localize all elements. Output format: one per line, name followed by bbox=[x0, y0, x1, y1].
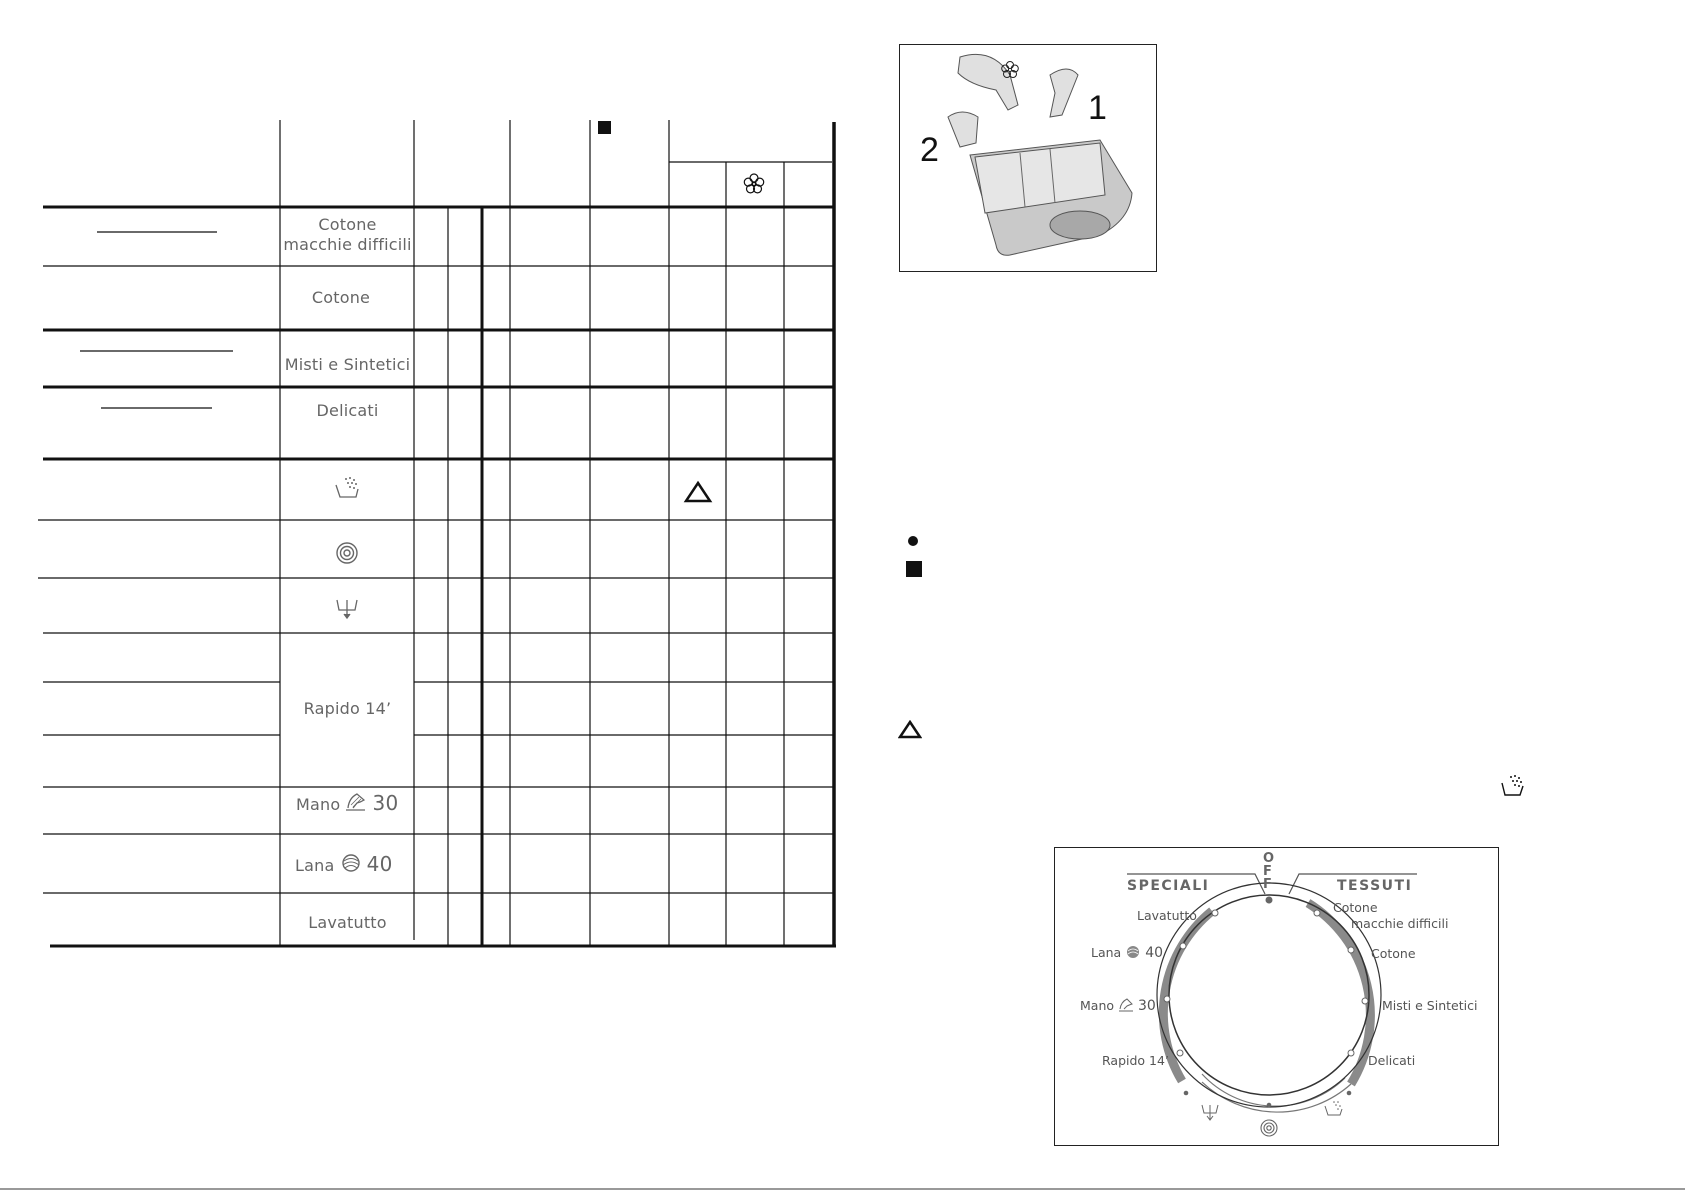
dial-delicati[interactable]: Delicati bbox=[1368, 1053, 1416, 1068]
dial-hand-wash-icon bbox=[1118, 998, 1134, 1012]
legend-rinse-icon bbox=[1500, 774, 1526, 798]
dial-cotone[interactable]: Cotone bbox=[1371, 946, 1416, 961]
program-rapido: Rapido 14’ bbox=[303, 699, 392, 718]
dial-lana-temp: 40 bbox=[1145, 945, 1164, 961]
program-delicati: Delicati bbox=[316, 401, 379, 420]
spin-icon bbox=[337, 543, 357, 563]
dial-wool-icon bbox=[1125, 945, 1141, 959]
compartment-1-label: 1 bbox=[1088, 89, 1107, 127]
dial-tessuti-heading: TESSUTI bbox=[1337, 878, 1413, 894]
lana-temp: 40 bbox=[366, 852, 393, 876]
dial-misti-sintetici[interactable]: Misti e Sintetici bbox=[1382, 998, 1478, 1013]
dial-rapido[interactable]: Rapido 14’ bbox=[1102, 1053, 1169, 1068]
dial-mano-temp: 30 bbox=[1137, 998, 1156, 1014]
triangle-icon bbox=[686, 483, 710, 501]
legend-square-icon bbox=[906, 561, 922, 577]
dial-off-label: OFF bbox=[1263, 851, 1275, 892]
rinse-icon bbox=[336, 477, 358, 497]
mano-label: Mano bbox=[296, 795, 341, 814]
dial-lavatutto[interactable]: Lavatutto bbox=[1137, 908, 1197, 923]
dial-lana[interactable] bbox=[1091, 945, 1163, 961]
compartment-2-label: 2 bbox=[920, 131, 939, 169]
drain-icon bbox=[337, 600, 357, 618]
lana-label: Lana bbox=[295, 856, 335, 875]
wool-icon bbox=[340, 853, 362, 873]
legend-triangle-icon bbox=[898, 720, 922, 740]
dial-lana-label: Lana bbox=[1091, 945, 1122, 960]
legend-dot-icon bbox=[908, 536, 918, 546]
page-bottom-edge bbox=[0, 1188, 1685, 1190]
dial-cotone-macchie-sub: macchie difficili bbox=[1351, 916, 1449, 931]
dial-speciali-heading: SPECIALI bbox=[1127, 878, 1210, 894]
program-cotone: Cotone bbox=[311, 288, 371, 307]
dial-mano[interactable] bbox=[1080, 998, 1156, 1014]
flower-icon bbox=[744, 174, 763, 193]
program-cotone-macchie: Cotone macchie difficili bbox=[283, 215, 412, 254]
detergent-drawer-illustration bbox=[899, 44, 1157, 272]
program-lana bbox=[295, 853, 393, 876]
dial-mano-label: Mano bbox=[1080, 998, 1115, 1013]
program-lavatutto: Lavatutto bbox=[308, 913, 387, 932]
square-icon bbox=[598, 121, 611, 134]
program-mano bbox=[296, 792, 398, 815]
dial-drain-icon bbox=[1202, 1105, 1218, 1120]
dial-rinse-icon bbox=[1325, 1101, 1342, 1115]
program-misti-sintetici: Misti e Sintetici bbox=[284, 355, 411, 374]
dial-spin-icon bbox=[1261, 1120, 1277, 1136]
program-dial-panel bbox=[1054, 847, 1499, 1146]
mano-temp: 30 bbox=[372, 791, 399, 815]
program-dial[interactable] bbox=[1055, 848, 1498, 1145]
hand-wash-icon bbox=[345, 792, 367, 812]
dial-cotone-macchie[interactable]: Cotone bbox=[1333, 900, 1378, 915]
